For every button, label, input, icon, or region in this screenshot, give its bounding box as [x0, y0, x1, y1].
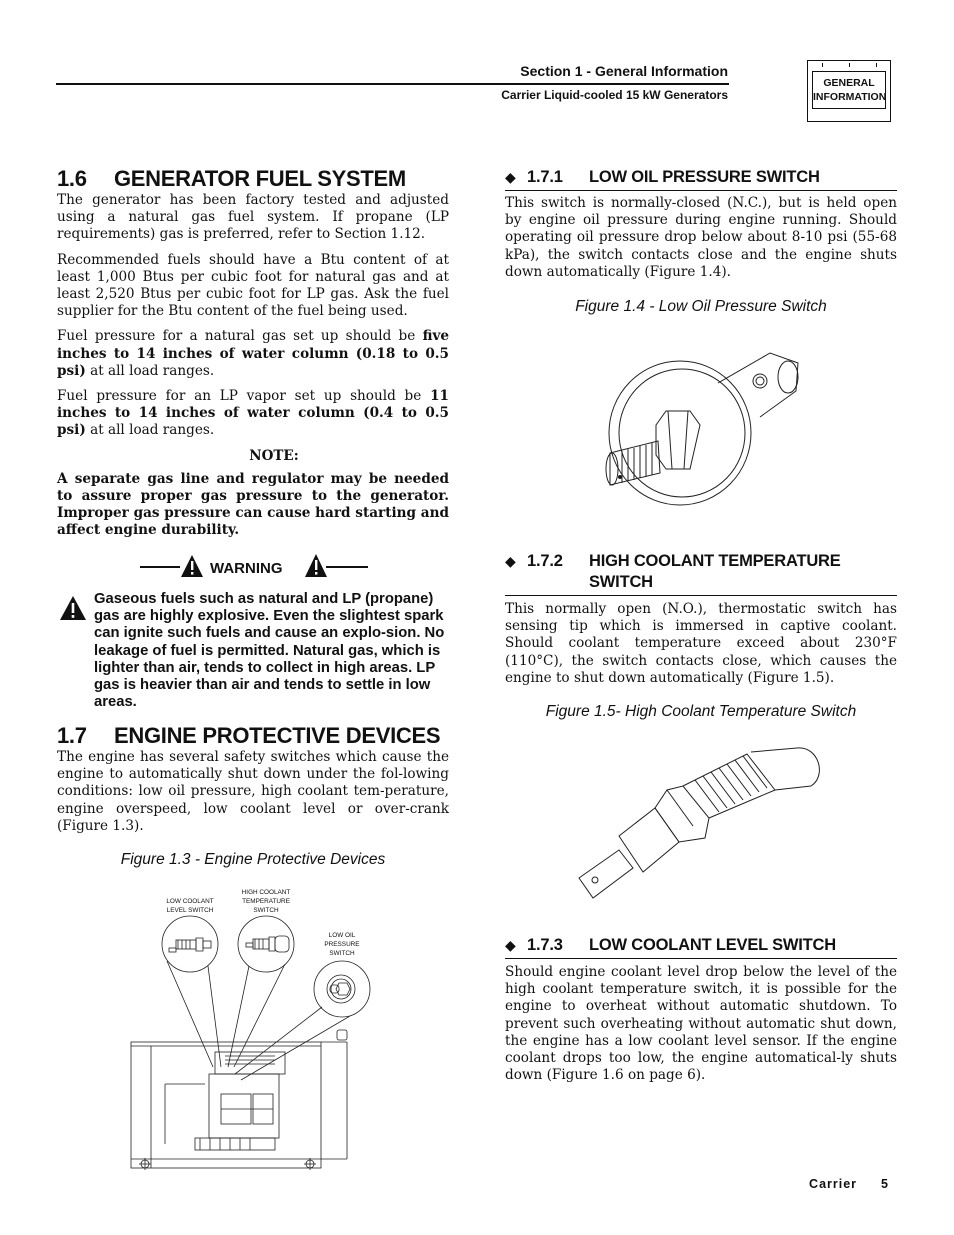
fuel-paragraph-4	[57, 388, 449, 440]
warning-banner	[140, 552, 370, 582]
warning-triangle-icon	[59, 595, 87, 621]
section-1-6-heading	[57, 166, 449, 192]
header-subtitle: Carrier Liquid-cooled 15 kW Generators	[501, 88, 728, 102]
warning-text: Gaseous fuels such as natural and LP (propane) gas are highly explosive. Even the slightest spark can ignite such fuels and cause an explo-sion. No leakage of fuel is permitted. Natural gas, which is lighter than air, tends to collect in high areas. LP gas is heavier than air and tends to settle in low areas.	[94, 591, 445, 711]
bold-span: 11 inches to 14 inches of water column (0.4 to 0.5 psi)	[57, 388, 449, 439]
subsection-title: LOW COOLANT LEVEL SWITCH	[589, 936, 836, 954]
fig-label-high-coolant-2: TEMPERATURE	[242, 898, 290, 905]
subsection-number: 1.7.3	[527, 936, 563, 954]
subsection-rule	[505, 190, 897, 191]
diamond-bullet-icon: ◆	[505, 169, 516, 185]
diamond-bullet-icon: ◆	[505, 553, 516, 569]
section-tab-label	[812, 71, 886, 109]
diamond-bullet-icon: ◆	[505, 937, 516, 953]
fuel-paragraph-2: Recommended fuels should have a Btu content of at least 1,000 Btus per cubic foot for natural gas and at least 2,520 Btus per cubic foot for LP gas. Ask the fuel supplier for the Btu content of the fuel being used.	[57, 251, 449, 320]
figure-1-4-caption: Figure 1.4 - Low Oil Pressure Switch	[575, 298, 827, 315]
low-oil-pressure-switch-illustration	[598, 345, 804, 507]
footer-brand: Carrier	[809, 1177, 858, 1191]
fig-label-low-oil-2: PRESSURE	[324, 941, 360, 948]
section-title: ENGINE PROTECTIVE DEVICES	[114, 723, 441, 748]
low-coolant-paragraph: Should engine coolant level drop below the level of the high coolant temperature switch, it is possible for the engine to overheat without automatic shutdown. To prevent such overheating without automatic shut down, the engine has a low coolant level sensor. If the engine coolant drops too low, the engine automatical-ly shuts down (Figure 1.6 on page 6).	[505, 964, 897, 1084]
fig-label-low-coolant-1: LOW COOLANT	[166, 898, 214, 905]
page-number: 5	[881, 1177, 888, 1191]
fig-label-low-oil-3: SWITCH	[329, 950, 355, 957]
section-tab	[807, 60, 891, 122]
section-number: 1.7	[57, 723, 87, 748]
header-section-title: Section 1 - General Information	[520, 63, 728, 79]
subsection-title-line-1: HIGH COOLANT TEMPERATURE	[589, 552, 841, 570]
fig-label-low-coolant-2: LEVEL SWITCH	[166, 907, 214, 914]
fuel-paragraph-3	[57, 328, 449, 380]
high-coolant-temperature-switch-illustration	[575, 746, 829, 906]
section-title: GENERATOR FUEL SYSTEM	[114, 166, 406, 191]
text-span: at all load ranges.	[85, 362, 215, 379]
high-coolant-paragraph: This normally open (N.O.), thermostatic switch has sensing tip which is immersed in captive coolant. Should coolant temperature exceed about 230°F (110°C), the switch contacts close, which causes the engine to shut down automatically (Figure 1.5).	[505, 601, 897, 686]
subsection-number: 1.7.2	[527, 552, 563, 570]
fig-label-low-oil-1: LOW OIL	[328, 932, 356, 939]
left-column	[57, 166, 449, 539]
subsection-rule	[505, 958, 897, 959]
note-title: NOTE:	[249, 447, 299, 464]
text-span: Fuel pressure for an LP vapor set up should be	[57, 388, 431, 405]
section-number: 1.6	[57, 166, 87, 191]
fig-label-high-coolant-1: HIGH COOLANT	[241, 889, 291, 896]
low-oil-paragraph: This switch is normally-closed (N.C.), but is held open by engine oil pressure during engine running. Should operating oil pressure drop below about 8-10 psi (55-68 kPa), the switch contacts close and the engine shuts down automatically (Figure 1.4).	[505, 195, 897, 280]
engine-protective-devices-illustration	[125, 884, 375, 1174]
protective-paragraph: The engine has several safety switches which cause the engine to automatically shut down under the fol-lowing conditions: low oil pressure, high coolant tem-perature, engine overspeed, low coolant level or over-crank (Figure 1.3).	[57, 749, 449, 834]
section-1-7	[57, 723, 449, 843]
text-span: at all load ranges.	[85, 422, 215, 439]
bold-span: five inches to 14 inches of water column (0.18 to 0.5 psi)	[57, 328, 449, 379]
header-rule	[56, 83, 729, 85]
subsection-title: LOW OIL PRESSURE SWITCH	[589, 168, 820, 186]
figure-1-3-caption: Figure 1.3 - Engine Protective Devices	[120, 851, 386, 868]
page-footer	[809, 1177, 888, 1191]
subsection-rule	[505, 595, 897, 596]
section-1-7-heading	[57, 723, 449, 749]
section-1-7-3	[505, 935, 897, 1092]
note-body: A separate gas line and regulator may be needed to assure proper gas pressure to the generator. Improper gas pressure can cause hard starting and affect engine durability.	[57, 470, 449, 539]
section-1-7-3-heading	[505, 935, 897, 956]
fig-label-high-coolant-3: SWITCH	[253, 907, 279, 914]
figure-1-3	[125, 884, 375, 1174]
text-span: Fuel pressure for a natural gas set up should be	[57, 328, 423, 345]
tab-line-1: GENERAL	[823, 77, 875, 89]
section-1-7-2	[505, 551, 897, 695]
subsection-title-line-2: SWITCH	[589, 573, 653, 591]
figure-1-5-caption: Figure 1.5- High Coolant Temperature Switch	[545, 703, 857, 720]
section-1-7-2-heading	[505, 551, 897, 593]
fuel-paragraph-1: The generator has been factory tested and adjusted using a natural gas fuel system. If propane (LP requirements) gas is preferred, refer to Section 1.12.	[57, 192, 449, 243]
section-1-7-1	[505, 167, 897, 289]
subsection-number: 1.7.1	[527, 168, 563, 186]
tab-line-2: INFORMATION	[813, 91, 887, 103]
warning-label: WARNING	[210, 560, 283, 577]
section-1-7-1-heading	[505, 167, 897, 188]
